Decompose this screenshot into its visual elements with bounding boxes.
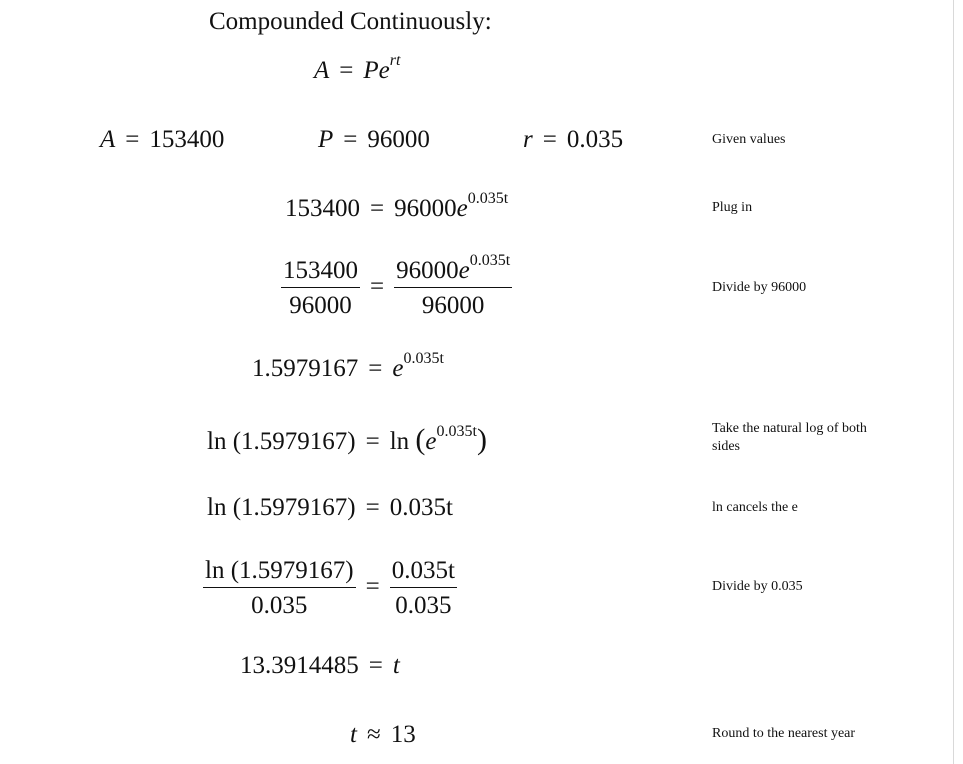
right-border-line [953, 0, 954, 764]
step-divide-96000: $\frac{153400}{96000}$ = $\frac{96000e^{0.035t}}{96000}$ [283, 252, 511, 319]
page-title: Compounded Continuously: [209, 8, 492, 35]
given-P: P = 96000 [318, 126, 430, 153]
step-divide-0035: $\frac{\ln (1.5979167)}{0.035}$ = $\frac{0.035t}{0.035}$ [205, 557, 455, 619]
step-result: 13.3914485 = t [240, 652, 400, 679]
note-natural-log: Take the natural log of both sides [712, 421, 867, 454]
formula-continuous-compounding: $A = Pe^{rt}$ [314, 52, 401, 84]
note-ln-cancels: ln cancels the e [712, 500, 798, 515]
note-given-values: Given values [712, 132, 786, 147]
step-natural-log: $\ln (1.5979167) = \ln (e^{0.035t})$ [207, 423, 487, 456]
note-divide-0035: Divide by 0.035 [712, 579, 803, 594]
note-divide-96000: Divide by 96000 [712, 280, 807, 295]
given-r: r = 0.035 [523, 126, 624, 153]
note-round: Round to the nearest year [712, 726, 856, 741]
step-round: t ≈ 13 [350, 721, 416, 748]
step-ln-cancels: ln (1.5979167) = 0.035t [207, 494, 453, 521]
note-plug-in: Plug in [712, 200, 753, 215]
given-A: A = 153400 [100, 126, 225, 153]
step-plug-in: $153400 = 96000e^{0.035t}$ [285, 190, 509, 222]
step-simplify: $1.5979167 = e^{0.035t}$ [252, 350, 444, 382]
